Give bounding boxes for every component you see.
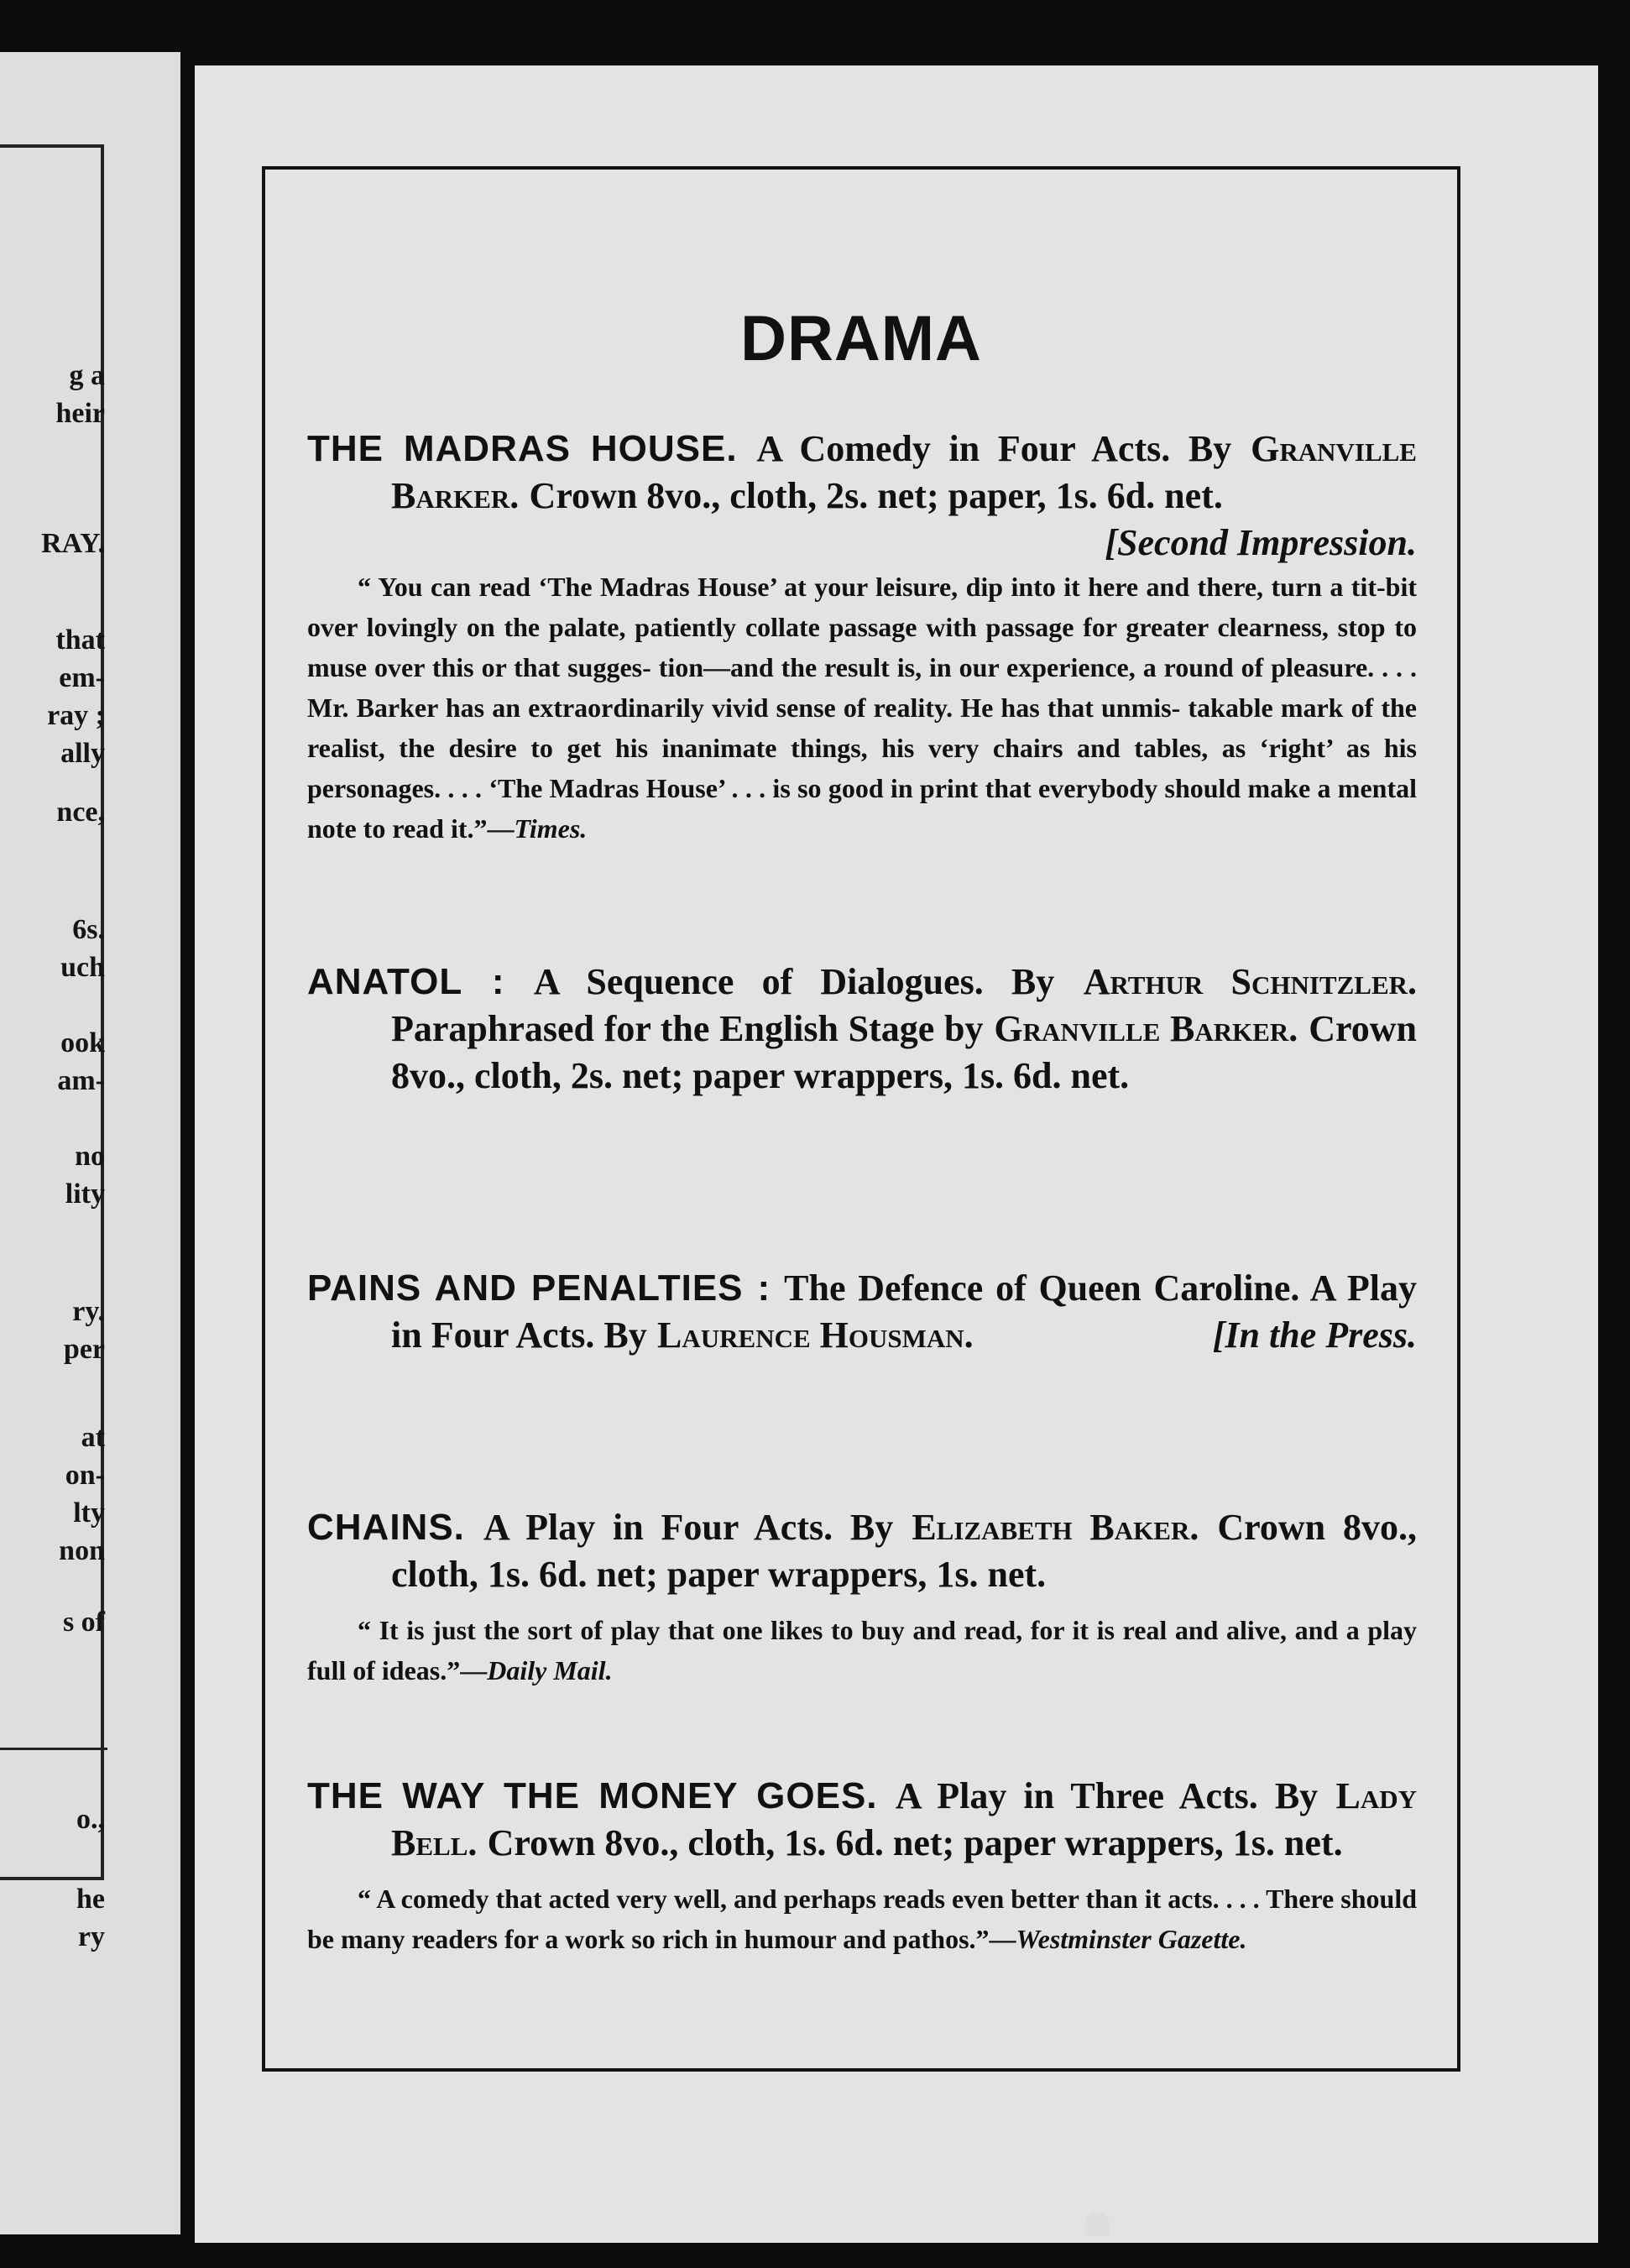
book-entry-pains-and-penalties [307, 1265, 1417, 1359]
entry-title: ANATOL : [307, 961, 505, 1002]
book-entry-way-the-money-goes [307, 1773, 1417, 1959]
left-fragment: em- [59, 662, 105, 693]
content-frame [262, 166, 1460, 2072]
review-text: “ You can read ‘The Madras House’ at your leisure, dip into it here and there, turn a tit-bit over lovingly on the palate, patiently collate passage with passage for greater clearness, stop to muse over this or that sugges- tion—and the result is, in our experience, a round of pleasure. . . . Mr. Barker has an extraordinarily vivid sense of reality. He has that unmis- takable mark of the realist, the desire to get his inanimate things, his very chairs and tables, as ‘right’ as his personages. . . . ‘The Madras House’ . . . is so good in print that everybody should make a mental note to read it.”— [307, 572, 1417, 844]
left-fragment: no [75, 1141, 105, 1172]
review-text: “ A comedy that acted very well, and perhaps reads even better than it acts. . . . There should be many readers for a work so rich in humour and pathos.”— [307, 1884, 1417, 1954]
entry-details: Crown 8vo., cloth, 1s. 6d. net; paper wrappers, 1s. net. [487, 1822, 1343, 1863]
entry-description: A Sequence of Dialogues. By [533, 961, 1055, 1002]
entry-heading [307, 426, 1417, 563]
left-fragment: 6s. [72, 914, 105, 945]
left-fragment: ry. [72, 1296, 105, 1327]
left-fragment: non [59, 1535, 105, 1566]
entry-title: THE MADRAS HOUSE. [307, 428, 738, 469]
entry-description: A Play in Four Acts. By [483, 1507, 894, 1548]
entry-details: Crown 8vo., cloth, 2s. net; paper, 1s. 6d. net. [529, 475, 1223, 516]
left-fragment: lity [65, 1178, 105, 1210]
entry-author: Laurence Housman. [657, 1314, 974, 1356]
left-fragment: g a [69, 360, 105, 391]
book-entry-chains [307, 1504, 1417, 1691]
left-fragment: ally [60, 738, 105, 769]
entry-details: Crown 8vo., cloth, 1s. 6d. net; paper wrappers, 1s. net. [391, 1507, 1417, 1595]
entry-review [307, 1610, 1417, 1691]
review-text: “ It is just the sort of play that one likes to buy and read, for it is real and alive, and a play full of ideas.”— [307, 1615, 1417, 1685]
entry-heading [307, 959, 1417, 1100]
left-fragment: ook [60, 1027, 105, 1058]
entry-description: A Play in Three Acts. By [895, 1775, 1319, 1816]
entry-title: THE WAY THE MONEY GOES. [307, 1775, 878, 1816]
left-fragment: ray ; [47, 700, 105, 731]
review-source: Westminster Gazette. [1016, 1924, 1247, 1954]
entry-author: Granville Barker. [391, 428, 1417, 516]
left-fragment: lty [73, 1497, 105, 1529]
entry-review [307, 567, 1417, 849]
review-source: Times. [514, 813, 588, 844]
left-page-fragment [0, 52, 180, 2234]
book-entry-anatol [307, 959, 1417, 1100]
entry-title: PAINS AND PENALTIES : [307, 1267, 771, 1309]
left-fragment: on- [65, 1460, 105, 1491]
entry-description: A Comedy in Four Acts. By [756, 428, 1232, 469]
left-fragment: per [63, 1334, 105, 1365]
left-page-divider [0, 1748, 107, 1750]
left-fragment: at [81, 1422, 105, 1453]
review-source: Daily Mail. [487, 1655, 613, 1685]
left-fragment: that [55, 624, 105, 656]
page-edge-mark [1084, 2213, 1110, 2236]
left-fragment: uch [60, 952, 105, 983]
left-fragment: he [76, 1884, 105, 1915]
entry-author: Arthur Schnitzler. [1083, 961, 1418, 1002]
entry-details-secondary: Crown 8vo., cloth, 2s. net; paper wrappers, 1s. 6d. net. [391, 1008, 1417, 1096]
entry-title: CHAINS. [307, 1507, 465, 1548]
entry-heading [307, 1504, 1417, 1598]
left-fragment: o., [76, 1804, 105, 1835]
left-fragment: am- [57, 1065, 105, 1096]
left-fragment: RAY. [41, 528, 105, 559]
left-fragment: heir [55, 398, 105, 429]
entry-author: Lady Bell. [391, 1775, 1417, 1863]
entry-status: [In the Press. [1212, 1314, 1417, 1356]
left-fragment: ry [77, 1921, 105, 1952]
entry-details: Paraphrased for the English Stage by [391, 1008, 984, 1049]
entry-status: [Second Impression. [1105, 522, 1417, 563]
left-fragment: nce, [56, 797, 105, 828]
page-title: DRAMA [740, 303, 982, 374]
entry-author-secondary: Granville Barker. [994, 1008, 1298, 1049]
book-entry-madras-house [307, 426, 1417, 849]
entry-heading [307, 1265, 1417, 1359]
entry-author: Elizabeth Baker. [912, 1507, 1199, 1548]
entry-description: The Defence of Queen Caroline. A Play in Four Acts. By [391, 1267, 1417, 1356]
right-page [195, 65, 1598, 2243]
entry-review [307, 1879, 1417, 1959]
entry-heading [307, 1773, 1417, 1867]
left-fragment: s of [62, 1607, 105, 1638]
